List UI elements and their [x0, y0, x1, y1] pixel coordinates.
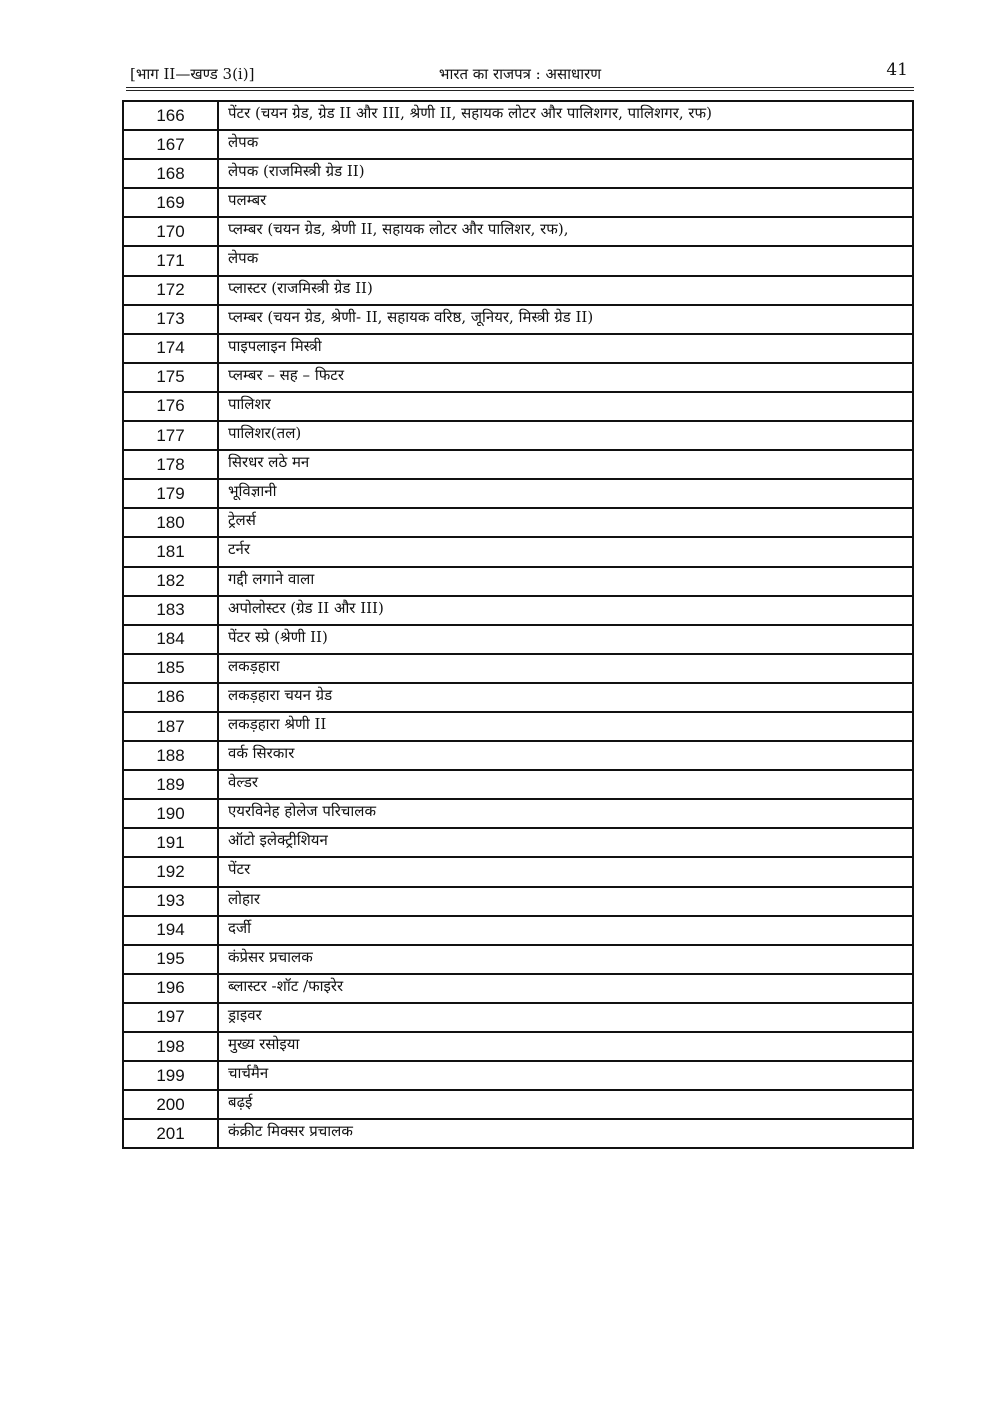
serial-number-cell: 177	[123, 421, 218, 450]
occupation-cell: ऑटो इलेक्ट्रीशियन	[218, 828, 913, 857]
occupation-cell: पालिशर(तल)	[218, 421, 913, 450]
table-row	[123, 741, 913, 770]
serial-number-cell: 176	[123, 392, 218, 421]
page-header	[126, 60, 914, 86]
serial-number-cell: 195	[123, 945, 218, 974]
table-row	[123, 799, 913, 828]
serial-number-cell: 181	[123, 537, 218, 566]
occupation-cell: पेंटर (चयन ग्रेड, ग्रेड II और III, श्रेणी II, सहायक लोटर और पालिशगर, पालिशगर, रफ)	[218, 101, 913, 130]
occupation-cell: लोहार	[218, 887, 913, 916]
table-row	[123, 276, 913, 305]
table-row	[123, 246, 913, 275]
table-row	[123, 363, 913, 392]
serial-number-cell: 192	[123, 857, 218, 886]
occupation-cell: प्लास्टर (राजमिस्त्री ग्रेड II)	[218, 276, 913, 305]
occupation-cell: गद्दी लगाने वाला	[218, 567, 913, 596]
occupation-cell: लेपक (राजमिस्त्री ग्रेड II)	[218, 159, 913, 188]
table-row	[123, 916, 913, 945]
table-row	[123, 683, 913, 712]
table-row	[123, 887, 913, 916]
serial-number-cell: 168	[123, 159, 218, 188]
serial-number-cell: 175	[123, 363, 218, 392]
table-row	[123, 217, 913, 246]
serial-number-cell: 171	[123, 246, 218, 275]
occupation-cell: प्लम्बर (चयन ग्रेड, श्रेणी II, सहायक लोटर और पालिशर, रफ),	[218, 217, 913, 246]
occupation-cell: लेपक	[218, 246, 913, 275]
occupation-cell: लकड़हारा	[218, 654, 913, 683]
serial-number-cell: 198	[123, 1032, 218, 1061]
occupation-cell: पाइपलाइन मिस्त्री	[218, 334, 913, 363]
table-row	[123, 508, 913, 537]
occupation-cell: दर्जी	[218, 916, 913, 945]
serial-number-cell: 170	[123, 217, 218, 246]
serial-number-cell: 194	[123, 916, 218, 945]
serial-number-cell: 184	[123, 625, 218, 654]
serial-number-cell: 182	[123, 567, 218, 596]
table-row	[123, 974, 913, 1003]
serial-number-cell: 190	[123, 799, 218, 828]
occupation-cell: वेल्डर	[218, 770, 913, 799]
table-row	[123, 857, 913, 886]
table-row	[123, 1090, 913, 1119]
serial-number-cell: 167	[123, 130, 218, 159]
occupation-cell: अपोलोस्टर (ग्रेड II और III)	[218, 596, 913, 625]
table-row	[123, 1003, 913, 1032]
occupation-cell: मुख्य रसोइया	[218, 1032, 913, 1061]
serial-number-cell: 183	[123, 596, 218, 625]
occupation-cell: पेंटर	[218, 857, 913, 886]
table-row	[123, 596, 913, 625]
occupation-cell: कंप्रेसर प्रचालक	[218, 945, 913, 974]
occupation-cell: प्लम्बर – सह – फिटर	[218, 363, 913, 392]
occupation-cell: ट्रेलर्स	[218, 508, 913, 537]
table-row	[123, 392, 913, 421]
serial-number-cell: 197	[123, 1003, 218, 1032]
occupation-cell: एयरविनेह होलेज परिचालक	[218, 799, 913, 828]
table-row	[123, 770, 913, 799]
table-row	[123, 334, 913, 363]
occupation-cell: टर्नर	[218, 537, 913, 566]
occupation-cell: भूविज्ञानी	[218, 479, 913, 508]
serial-number-cell: 186	[123, 683, 218, 712]
table-row	[123, 654, 913, 683]
occupation-table	[122, 100, 914, 1149]
serial-number-cell: 185	[123, 654, 218, 683]
serial-number-cell: 201	[123, 1119, 218, 1148]
table-row	[123, 188, 913, 217]
serial-number-cell: 169	[123, 188, 218, 217]
table-row	[123, 1061, 913, 1090]
serial-number-cell: 187	[123, 712, 218, 741]
table-row	[123, 567, 913, 596]
occupation-cell: प्लम्बर (चयन ग्रेड, श्रेणी- II, सहायक वरिष्ठ, जूनियर, मिस्त्री ग्रेड II)	[218, 305, 913, 334]
serial-number-cell: 199	[123, 1061, 218, 1090]
table-row	[123, 101, 913, 130]
header-gazette-title: भारत का राजपत्र : असाधारण	[438, 65, 602, 83]
table-row	[123, 945, 913, 974]
table-row	[123, 421, 913, 450]
occupation-cell: लकड़हारा श्रेणी II	[218, 712, 913, 741]
serial-number-cell: 200	[123, 1090, 218, 1119]
occupation-cell: चार्चमैन	[218, 1061, 913, 1090]
occupation-cell: लकड़हारा चयन ग्रेड	[218, 683, 913, 712]
serial-number-cell: 180	[123, 508, 218, 537]
table-row	[123, 450, 913, 479]
occupation-cell: पालिशर	[218, 392, 913, 421]
header-rule-bottom	[126, 90, 914, 91]
occupation-cell: लेपक	[218, 130, 913, 159]
serial-number-cell: 166	[123, 101, 218, 130]
page-number: 41	[886, 60, 908, 80]
occupation-table-body	[123, 101, 913, 1148]
occupation-cell: बढ़ई	[218, 1090, 913, 1119]
header-section-label: [भाग II—खण्ड 3(i)]	[130, 65, 255, 83]
serial-number-cell: 193	[123, 887, 218, 916]
table-row	[123, 828, 913, 857]
serial-number-cell: 172	[123, 276, 218, 305]
serial-number-cell: 179	[123, 479, 218, 508]
table-row	[123, 537, 913, 566]
table-row	[123, 305, 913, 334]
occupation-cell: ब्लास्टर -शॉट /फाइरेर	[218, 974, 913, 1003]
serial-number-cell: 189	[123, 770, 218, 799]
occupation-cell: सिरधर लठे मन	[218, 450, 913, 479]
serial-number-cell: 188	[123, 741, 218, 770]
occupation-cell: वर्क सिरकार	[218, 741, 913, 770]
table-row	[123, 712, 913, 741]
occupation-cell: कंक्रीट मिक्सर प्रचालक	[218, 1119, 913, 1148]
header-rule-top	[126, 87, 914, 88]
table-row	[123, 479, 913, 508]
serial-number-cell: 174	[123, 334, 218, 363]
serial-number-cell: 178	[123, 450, 218, 479]
table-row	[123, 1119, 913, 1148]
serial-number-cell: 173	[123, 305, 218, 334]
occupation-cell: पलम्बर	[218, 188, 913, 217]
table-row	[123, 625, 913, 654]
table-row	[123, 159, 913, 188]
serial-number-cell: 196	[123, 974, 218, 1003]
table-row	[123, 130, 913, 159]
occupation-cell: पेंटर स्प्रे (श्रेणी II)	[218, 625, 913, 654]
occupation-cell: ड्राइवर	[218, 1003, 913, 1032]
table-row	[123, 1032, 913, 1061]
serial-number-cell: 191	[123, 828, 218, 857]
